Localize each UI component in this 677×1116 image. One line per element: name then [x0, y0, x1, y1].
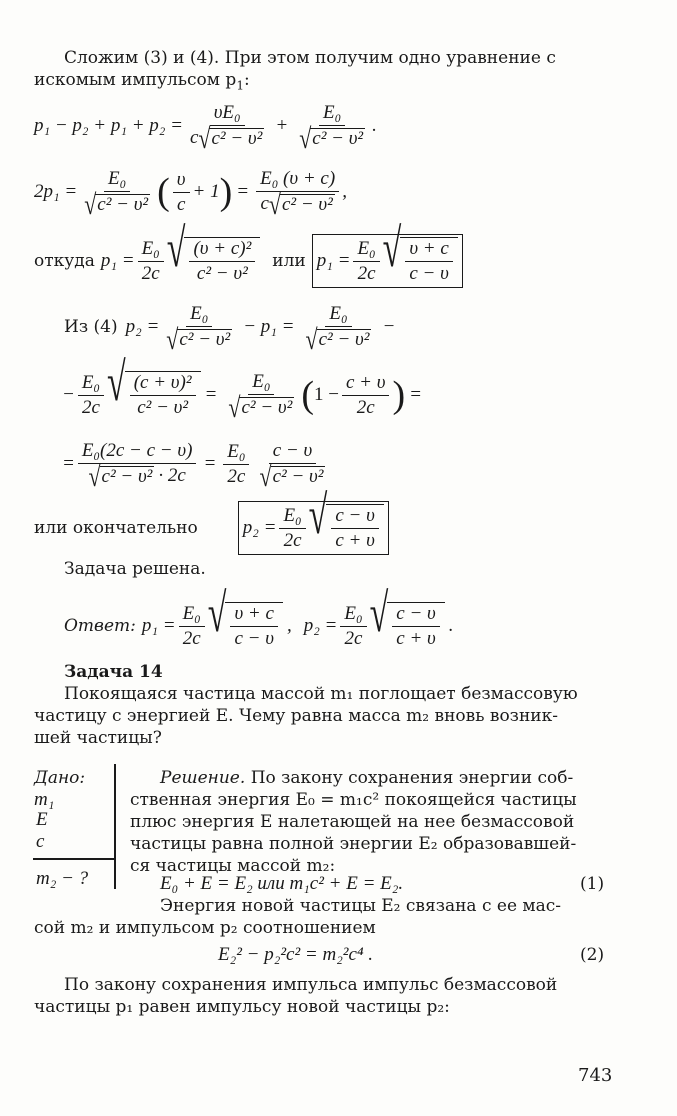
- radical-sign: √: [107, 353, 126, 413]
- eq6-sqrt: [88, 459, 154, 493]
- eq7-sqrt-num: c − υ: [331, 505, 378, 529]
- task-line-3: шей частицы?: [34, 728, 162, 748]
- eq6-frac: [78, 440, 197, 493]
- eq7-prefix: или окончательно: [34, 518, 198, 538]
- eq6-frac3-den: [255, 459, 329, 493]
- eq5-eq: =: [204, 384, 218, 405]
- eq2-rhs-sqrt-content: c² − υ²: [281, 193, 333, 215]
- eq6-sqrt-3: [259, 459, 325, 493]
- eq6-sqrt3-content: c² − υ²: [272, 465, 324, 487]
- intro-line-2-end: :: [243, 70, 250, 90]
- eq3-box-lhs: p₁ =: [316, 250, 351, 271]
- eq3-frac: [138, 238, 164, 285]
- eq5-sqrt: [107, 353, 201, 419]
- solution-label: Решение.: [160, 768, 246, 788]
- right-paren: ): [219, 171, 233, 213]
- eq7-sqrt: [308, 486, 384, 552]
- given-find: m₂ − ?: [36, 868, 89, 889]
- eq5-inner-num: c + υ: [342, 372, 389, 396]
- intro-line-2-sub: 1: [236, 78, 244, 93]
- answer-s1-frac: [230, 603, 277, 650]
- eq2-inner-den: c: [176, 193, 186, 215]
- eq1-frac1-den: [186, 121, 268, 155]
- eq5-frac2-num: E₀: [248, 371, 274, 395]
- eq7-frac-den: 2c: [283, 529, 302, 551]
- eq1-frac-2: [295, 102, 369, 155]
- eq5-inner-den: 2c: [356, 396, 375, 418]
- eq4-sqrt1-content: c² − υ²: [179, 328, 231, 350]
- eq3-box-sqrt: [382, 219, 458, 285]
- given-item-2: E: [36, 809, 48, 830]
- eq5-frac: [78, 372, 104, 419]
- eq1-frac2-num: E₀: [319, 102, 345, 126]
- eq3-sqrt-frac: [189, 238, 255, 285]
- equation-number-1: (1): [580, 874, 605, 894]
- eq2-inner-num: υ: [173, 169, 190, 193]
- eq5-frac-2: [224, 371, 298, 424]
- eq6-eq2: =: [203, 453, 217, 474]
- answer-sqrt1-content: [225, 602, 282, 650]
- eq1-frac2-den: [295, 121, 369, 155]
- radical-sign: √: [88, 459, 101, 493]
- solution-line-5: ся частицы массой m₂:: [130, 856, 336, 876]
- eq5-sqrt2-content: c² − υ²: [241, 396, 293, 418]
- eq2-frac-den: [80, 187, 154, 221]
- eq2-frac: [80, 168, 154, 221]
- radical-sign: √: [198, 121, 211, 155]
- eq4-prefix: Из (4): [64, 317, 118, 337]
- eq5-frac-num: E₀: [78, 372, 104, 396]
- eq5-sqrt-frac: [130, 372, 196, 419]
- eq2-inner-plus: + 1: [192, 181, 220, 202]
- eq2-rhs-num: E₀ (υ + c): [256, 168, 339, 192]
- eq5-end: =: [409, 384, 422, 405]
- eq4-sqrt-2: [305, 322, 371, 356]
- eq3-sqrt-den: c² − υ²: [196, 263, 248, 284]
- given-label: Дано:: [34, 768, 86, 788]
- eq7-sqrt-den: c + υ: [335, 530, 375, 551]
- intro-line-2-text: искомым импульсом p: [34, 70, 237, 90]
- eq3-box-sqrt-den: c − υ: [409, 263, 449, 284]
- eq1-frac1-den-c: c: [189, 127, 199, 149]
- answer: [64, 584, 454, 656]
- task-title: Задача 14: [64, 662, 163, 682]
- radical-sign: √: [369, 584, 389, 644]
- solution-equation-2: E₂² − p₂²c² = m₂²c⁴ .: [218, 944, 374, 965]
- radical-sign: √: [84, 187, 97, 221]
- eq3-box-frac-den: 2c: [357, 262, 376, 284]
- page-number: 743: [578, 1065, 613, 1086]
- eq4-sqrt2-content: c² − υ²: [318, 328, 370, 350]
- solution-line-6: Энергия новой частицы E₂ связана с ее мас-: [160, 896, 562, 916]
- eq5-frac-den: 2c: [81, 396, 100, 418]
- eq2-rhs-frac: [256, 168, 339, 221]
- eq3-or: или: [272, 251, 306, 271]
- eq2-inner-frac: [173, 169, 190, 216]
- eq4-frac2-den: [301, 322, 375, 356]
- solution-line-3: плюс энергия E налетающей на нее безмассовой: [130, 812, 575, 832]
- eq5-sqrt-2: [228, 390, 294, 424]
- eq3-sqrt: [166, 219, 261, 285]
- left-paren: (: [157, 171, 170, 213]
- eq3-prefix: откуда: [34, 251, 95, 271]
- eq5-sqrt-den: c² − υ²: [137, 397, 189, 418]
- solution-line-2: ственная энергия E₀ = m₁c² покоящейся частицы: [130, 790, 577, 810]
- eq5-sqrt-num: (c + υ)²: [130, 372, 196, 396]
- eq3-boxed-result: [312, 219, 463, 288]
- equation-3: [34, 219, 463, 292]
- eq2-eq: =: [236, 181, 250, 202]
- eq2-rhs-den: [256, 187, 338, 221]
- solution-line-7: сой m₂ и импульсом p₂ соотношением: [34, 918, 376, 938]
- eq7-sqrt-content: [326, 504, 383, 552]
- equation-7: [34, 486, 389, 559]
- eq4-frac1-num: E₀: [186, 303, 212, 327]
- eq3-box-sqrt-content: [400, 237, 457, 285]
- eq5-sqrt-content: [125, 371, 201, 419]
- answer-sqrt2-content: [387, 602, 444, 650]
- answer-p1: p₁ =: [141, 615, 176, 636]
- answer-p2: p₂ =: [303, 615, 338, 636]
- eq2-sqrt: [84, 187, 150, 221]
- radical-sign: √: [166, 219, 186, 279]
- answer-s2-num: c − υ: [392, 603, 439, 627]
- eq4-lhs: p₂ =: [125, 316, 160, 337]
- eq6-frac-3: [255, 440, 329, 493]
- eq7-boxed-result: [238, 486, 389, 555]
- answer-sqrt-2: [369, 584, 445, 650]
- eq2-rhs-den-c: c: [260, 193, 269, 215]
- equation-5: [62, 353, 422, 428]
- eq6-frac2-num: E₀: [223, 441, 249, 465]
- equation-1: [34, 98, 377, 154]
- eq6-sqrt-content: c² − υ²: [101, 465, 153, 487]
- solution-equation-1: E₀ + E = E₂ или m₁c² + E = E₂.: [160, 873, 404, 894]
- answer-f1-num: E₀: [179, 603, 205, 627]
- eq1-sqrt1-content: c² − υ²: [211, 127, 263, 149]
- equation-6: [62, 434, 332, 494]
- eq6-frac-num: E₀(2c − c − υ): [78, 440, 197, 464]
- answer-sqrt-1: [207, 584, 283, 650]
- eq3-frac-den: 2c: [141, 262, 160, 284]
- answer-f2-num: E₀: [340, 603, 366, 627]
- intro-line-2: [34, 69, 250, 91]
- eq3-sqrt-num: (υ + c)²: [189, 238, 255, 262]
- eq7-frac: [279, 505, 305, 552]
- radical-sign: √: [308, 486, 328, 546]
- eq6-eq: =: [62, 453, 75, 474]
- eq6-frac-den: [84, 459, 189, 493]
- equation-number-2: (2): [580, 945, 605, 965]
- given-item-3: c: [36, 831, 45, 852]
- answer-label: Ответ:: [64, 616, 136, 636]
- eq4-mid: − p₁ =: [243, 316, 295, 337]
- solved-text: Задача решена.: [64, 559, 206, 579]
- answer-frac-2: [340, 603, 366, 650]
- eq3-box-sqrt-frac: [405, 238, 452, 285]
- eq1-sqrt-1: [198, 121, 264, 155]
- eq6-frac-2: [223, 441, 249, 488]
- radical-sign: √: [268, 187, 281, 221]
- radical-sign: √: [299, 121, 312, 155]
- eq5-minus: −: [62, 384, 75, 405]
- eq5-inner-frac: [342, 372, 389, 419]
- eq1-sqrt2-content: c² − υ²: [312, 127, 364, 149]
- solution-line-9: частицы p₁ равен импульсу новой частицы p₂:: [34, 997, 450, 1017]
- eq1-lhs: p₁ − p₂ + p₁ + p₂ =: [34, 115, 183, 136]
- eq1-frac1-num: υE₀: [210, 102, 245, 126]
- eq2-frac-num: E₀: [104, 168, 130, 192]
- intro-line-1: Сложим (3) и (4). При этом получим одно уравнение с: [64, 48, 556, 68]
- solution-line-1-text: По закону сохранения энергии соб-: [250, 768, 574, 788]
- eq1-sqrt-2: [299, 121, 365, 155]
- answer-f2-den: 2c: [344, 627, 363, 649]
- eq7-sqrt-frac: [331, 505, 378, 552]
- eq4-end: −: [382, 316, 396, 337]
- eq6-frac2-den: 2c: [227, 465, 246, 487]
- eq4-frac-2: [301, 303, 375, 356]
- eq3-box-frac: [353, 238, 379, 285]
- radical-sign: √: [259, 459, 272, 493]
- eq3-lhs: p₁ =: [100, 250, 135, 271]
- answer-comma: ,: [286, 615, 292, 636]
- eq3-sqrt-content: [184, 237, 260, 285]
- eq3-frac-num: E₀: [138, 238, 164, 262]
- eq6-frac3-num: c − υ: [269, 440, 316, 464]
- eq7-lhs: p₂ =: [242, 517, 277, 538]
- given-item-1: m₁: [34, 789, 55, 810]
- given-divider-horizontal: [33, 858, 115, 860]
- eq2-end: ,: [342, 181, 347, 202]
- radical-sign: √: [305, 322, 318, 356]
- answer-s1-num: υ + c: [230, 603, 277, 627]
- answer-s2-den: c + υ: [396, 628, 436, 649]
- answer-f1-den: 2c: [182, 627, 201, 649]
- right-paren: ): [392, 374, 406, 416]
- radical-sign: √: [382, 219, 402, 279]
- task-line-1: Покоящаяся частица массой m₁ поглощает безмассовую: [64, 684, 578, 704]
- eq6-den-tail: · 2c: [158, 465, 186, 487]
- radical-sign: √: [166, 322, 179, 356]
- eq4-sqrt-1: [166, 322, 232, 356]
- eq4-frac2-num: E₀: [325, 303, 351, 327]
- answer-end: .: [448, 615, 454, 636]
- eq4-frac1-den: [162, 322, 236, 356]
- eq5-one-minus: 1 −: [313, 384, 339, 405]
- eq2-rhs-sqrt: [268, 187, 335, 221]
- eq7-frac-num: E₀: [279, 505, 305, 529]
- solution-line-8: По закону сохранения импульса импульс безмассовой: [64, 975, 558, 995]
- eq1-end: .: [372, 115, 377, 136]
- given-divider-vertical: [114, 764, 116, 889]
- eq5-frac2-den: [224, 390, 298, 424]
- eq2-sqrt-content: c² − υ²: [97, 193, 149, 215]
- left-paren: (: [301, 374, 314, 416]
- answer-s1-den: c − υ: [234, 628, 274, 649]
- equation-2: [34, 162, 347, 222]
- radical-sign: √: [228, 390, 241, 424]
- eq3-box-frac-num: E₀: [353, 238, 379, 262]
- eq2-lhs: 2p₁ =: [34, 181, 78, 202]
- eq3-box-sqrt-num: υ + c: [405, 238, 452, 262]
- solution-line-4: частицы равна полной энергии E₂ образовавшей-: [130, 834, 577, 854]
- task-line-2: частицу с энергией E. Чему равна масса m₂ вновь возник-: [34, 706, 558, 726]
- eq4-frac-1: [162, 303, 236, 356]
- equation-4: [64, 298, 395, 356]
- eq1-plus: +: [275, 115, 289, 136]
- solution-line-1: [160, 767, 573, 789]
- answer-s2-frac: [392, 603, 439, 650]
- radical-sign: √: [207, 584, 227, 644]
- answer-frac-1: [179, 603, 205, 650]
- eq1-frac-1: [186, 102, 268, 155]
